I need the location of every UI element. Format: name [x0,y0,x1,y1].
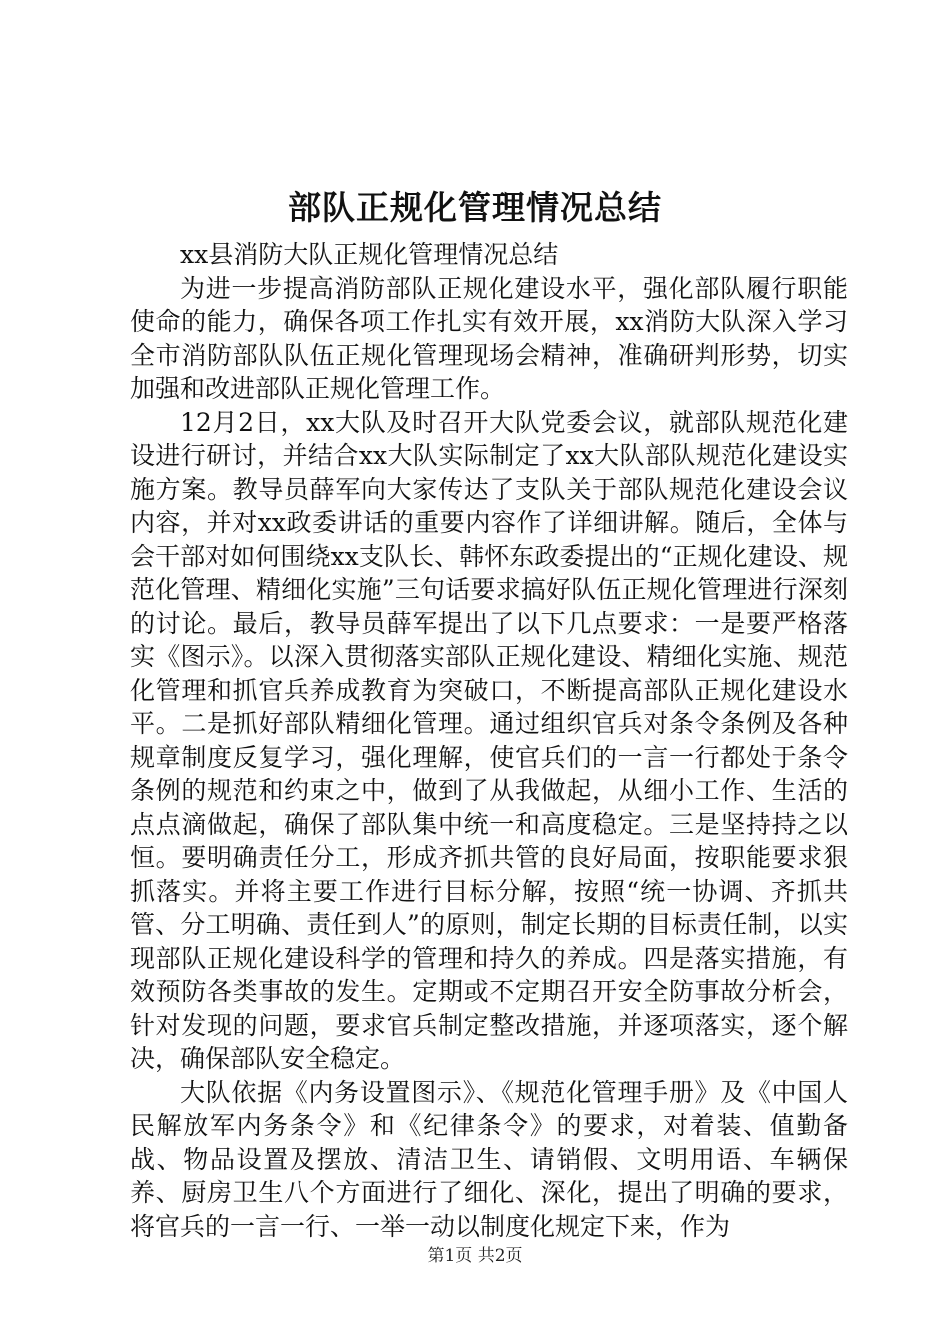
paragraph-3: 大队依据《内务设置图示》、《规范化管理手册》及《中国人民解放军内务条令》和《纪律条令》的要求，对着装、值勤备战、物品设置及摆放、清洁卫生、请销假、文明用语、车辆保养、厨房卫生八个方面进行了细化、深化，提出了明确的要求，将官兵的一言一行、一举一动以制度化规定下来，作为 [130,1077,848,1241]
document-title: 部队正规化管理情况总结 [288,188,662,227]
page-indicator: 第1页 共2页 [427,1246,523,1266]
document-body [130,238,848,1243]
document-subtitle: xx县消防大队正规化管理情况总结 [180,240,559,269]
paragraph-2: 12月2日，xx大队及时召开大队党委会议，就部队规范化建设进行研讨，并结合xx大队实际制定了xx大队部队规范化建设实施方案。教导员薛军向大家传达了支队关于部队规范化建设会议内容，并对xx政委讲话的重要内容作了详细讲解。随后，全体与会干部对如何围绕xx支队长、韩怀东政委提出的“正规化建设、规范化管理、精细化实施”三句话要求搞好队伍正规化管理进行深刻的讨论。最后，教导员薛军提出了以下几点要求：一是要严格落实《图示》。以深入贯彻落实部队正规化建设、精细化实施、规范化管理和抓官兵养成教育为突破口，不断提高部队正规化建设水平。二是抓好部队精细化管理。通过组织官兵对条令条例及各种规章制度反复学习，强化理解，使官兵们的一言一行都处于条令条例的规范和约束之中，做到了从我做起，从细小工作、生活的点点滴做起，确保了部队集中统一和高度稳定。三是坚持持之以恒。要明确责任分工，形成齐抓共管的良好局面，按职能要求狠抓落实。并将主要工作进行目标分解，按照“统一协调、齐抓共管、分工明确、责任到人”的原则，制定长期的目标责任制，以实现部队正规化建设科学的管理和持久的养成。四是落实措施，有效预防各类事故的发生。定期或不定期召开安全防事故分析会，针对发现的问题，要求官兵制定整改措施，并逐项落实，逐个解决，确保部队安全稳定。 [130,407,848,1073]
paragraph-1: 为进一步提高消防部队正规化建设水平，强化部队履行职能使命的能力，确保各项工作扎实有效开展，xx消防大队深入学习全市消防部队队伍正规化管理现场会精神，准确研判形势，切实加强和改进部队正规化管理工作。 [130,273,848,403]
